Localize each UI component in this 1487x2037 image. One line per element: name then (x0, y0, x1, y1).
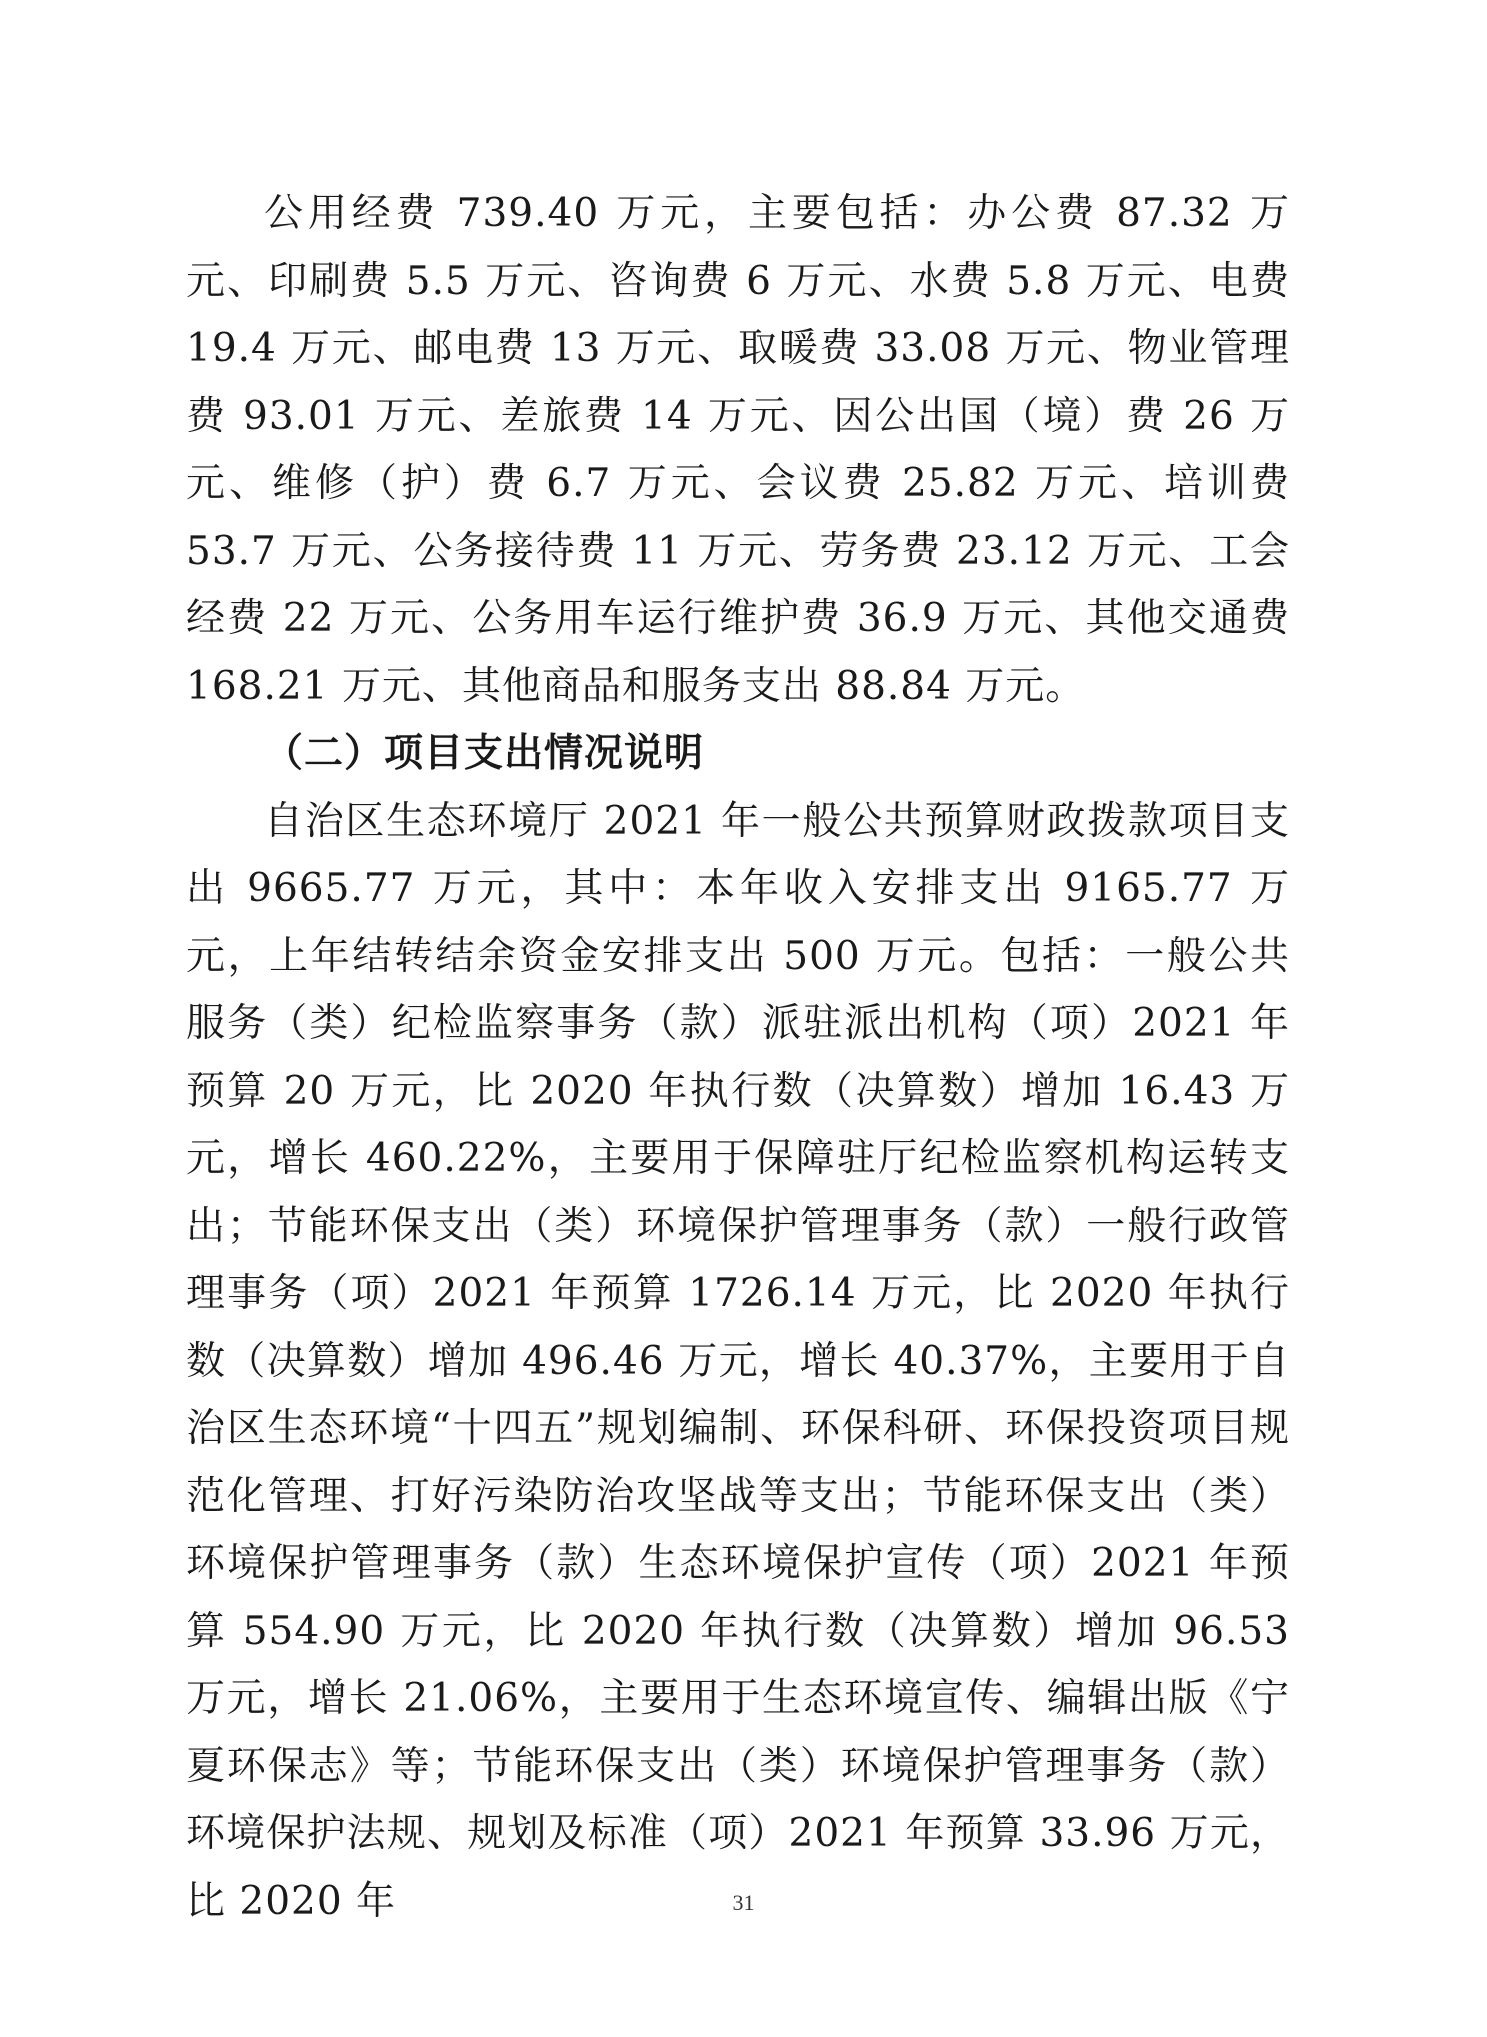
section-heading: （二）项目支出情况说明 (264, 731, 705, 776)
page-number: 31 (732, 1890, 755, 1915)
page-body (186, 180, 1290, 1935)
paragraph-public-expenses: 公用经费 739.40 万元，主要包括：办公费 87.32 万元、印刷费 5.5 万元、咨询费 6 万元、水费 5.8 万元、电费 19.4 万元、邮电费 13 万元、取暖费 33.08 万元、物业管理费 93.01 万元、差旅费 14 万元、因公出国（境）费 26 万元、维修（护）费 6.7 万元、会议费 25.82 万元、培训费 53.7 万元、公务接待费 11 万元、劳务费 23.12 万元、工会经费 22 万元、公务用车运行维护费 36.9 万元、其他交通费 168.21 万元、其他商品和服务支出 88.84 万元。 (186, 191, 1290, 709)
paragraph-project-expenses: 自治区生态环境厅 2021 年一般公共预算财政拨款项目支出 9665.77 万元，其中：本年收入安排支出 9165.77 万元，上年结转结余资金安排支出 500 万元。包括：一般公共服务（类）纪检监察事务（款）派驻派出机构（项）2021 年预算 20 万元，比 2020 年执行数（决算数）增加 16.43 万元，增长 460.22%，主要用于保障驻厅纪检监察机构运转支出；节能环保支出（类）环境保护管理事务（款）一般行政管理事务（项）2021 年预算 1726.14 万元，比 2020 年执行数（决算数）增加 496.46 万元，增长 40.37%，主要用于自治区生态环境“十四五”规划编制、环保科研、环保投资项目规范化管理、打好污染防治攻坚战等支出；节能环保支出（类）环境保护管理事务（款）生态环境保护宣传（项）2021 年预算 554.90 万元，比 2020 年执行数（决算数）增加 96.53 万元，增长 21.06%，主要用于生态环境宣传、编辑出版《宁夏环保志》等；节能环保支出（类）环境保护管理事务（款）环境保护法规、规划及标准（项）2021 年预算 33.96 万元，比 2020 年 (186, 798, 1290, 1924)
